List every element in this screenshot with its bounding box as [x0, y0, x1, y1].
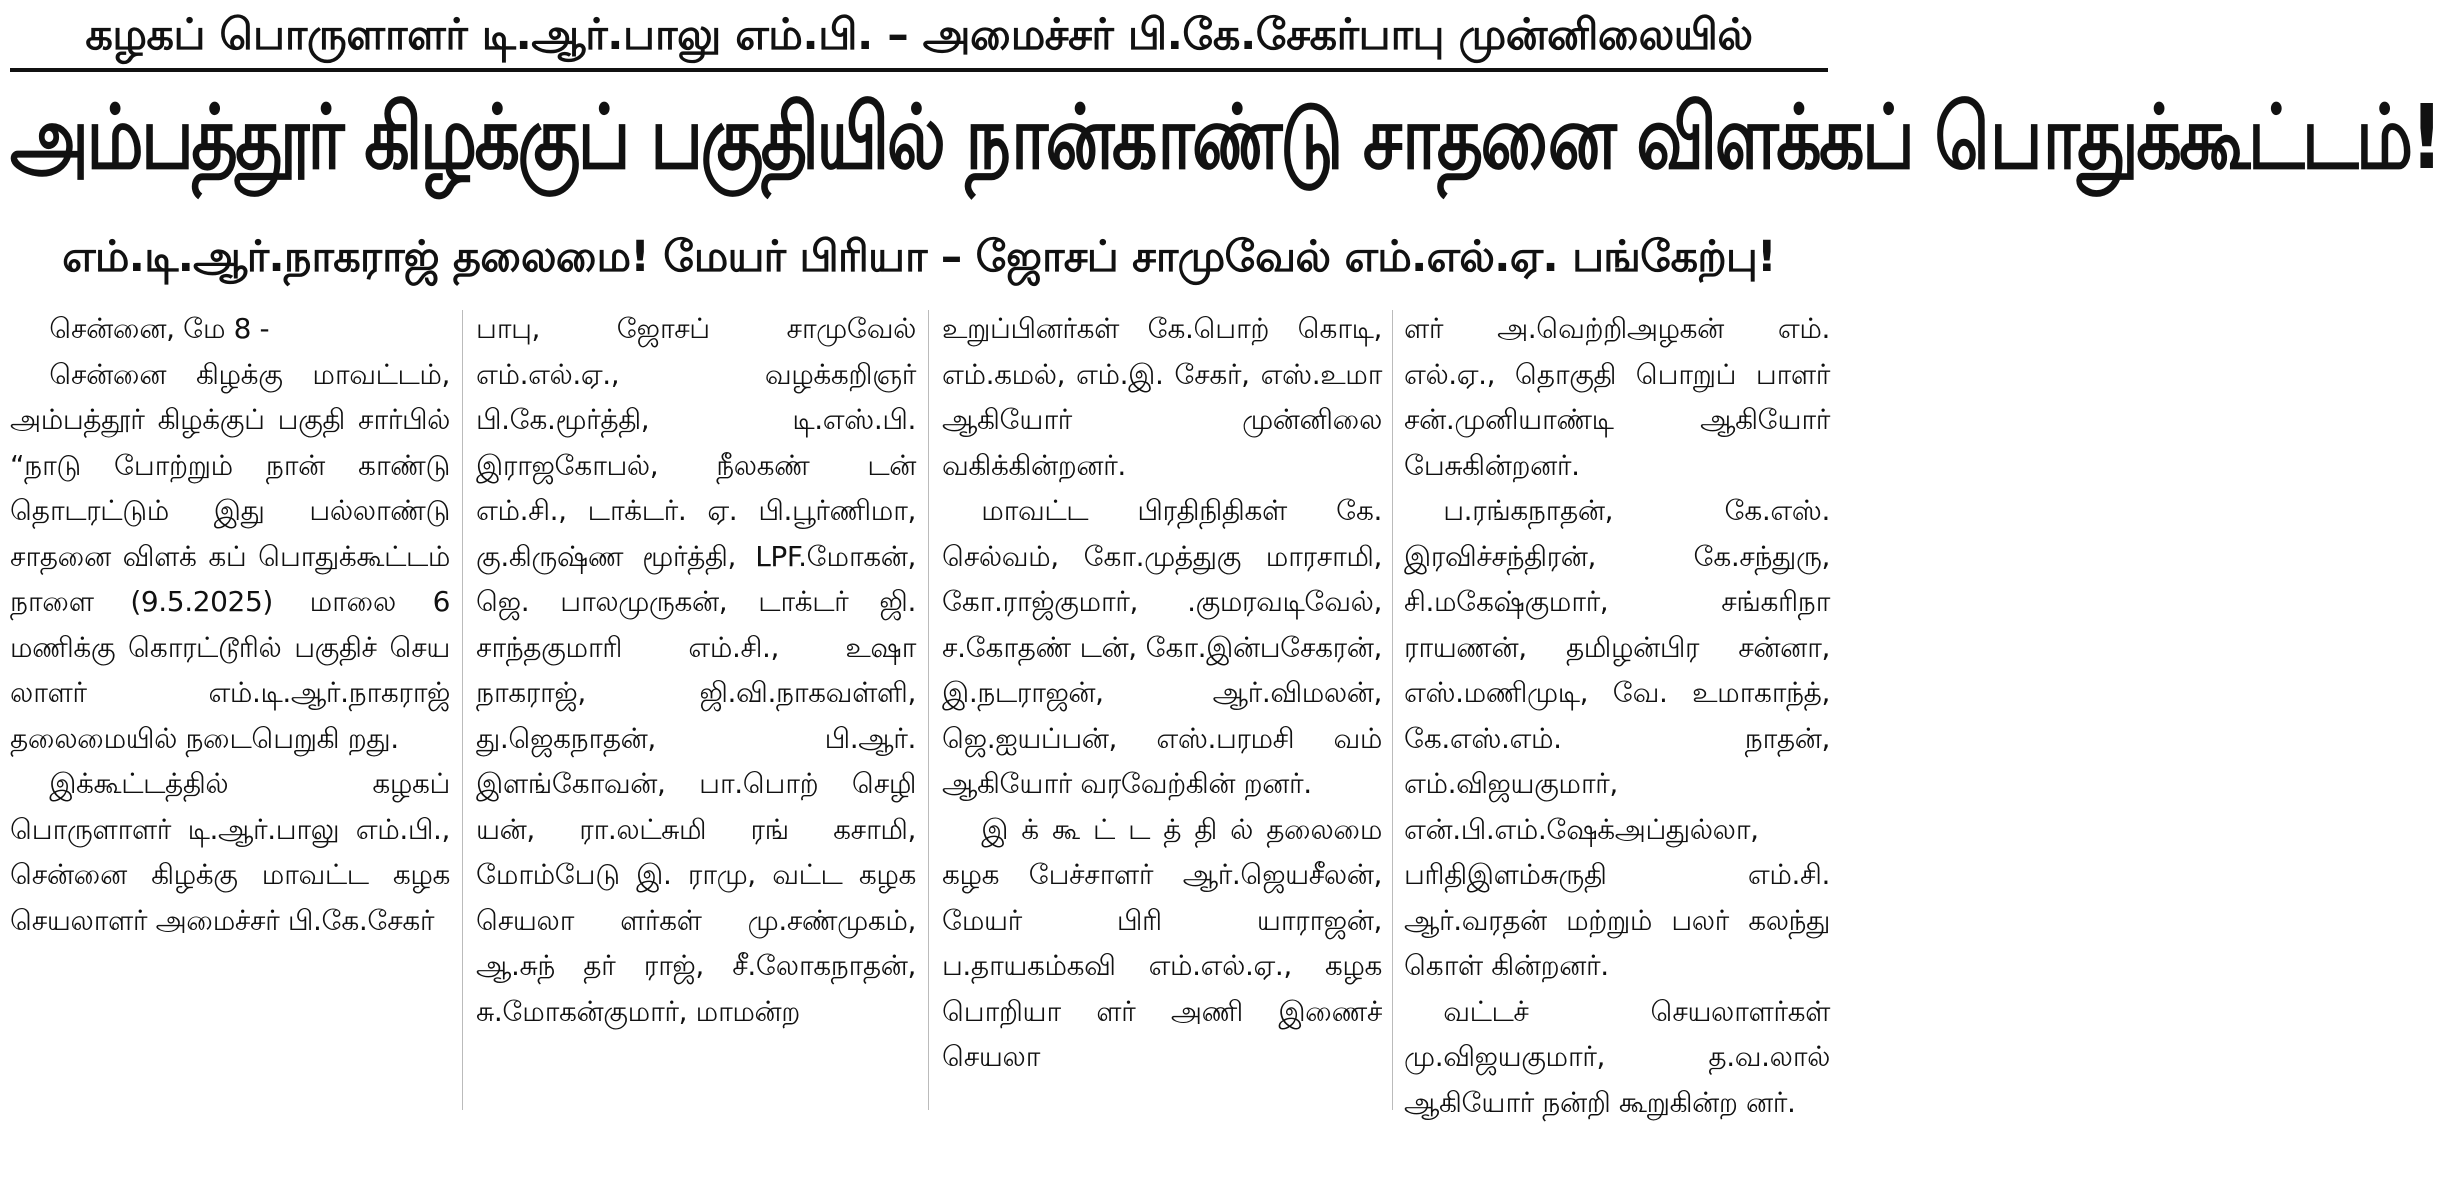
article-column-1	[10, 306, 450, 1116]
subheadline: எம்.டி.ஆர்.நாகராஜ் தலைமை! மேயர் பிரியா – ஜோசப் சாமுவேல் எம்.எல்.ஏ. பங்கேற்பு!	[62, 232, 1776, 282]
article-paragraph: மாவட்ட பிரதிநிதிகள் கே. செல்வம், கோ.முத்துகு மாரசாமி, கோ.ராஜ்குமார், .குமரவடிவேல், ச.கோதண் டன், கோ.இன்பசேகரன், இ.நடராஜன், ஆர்.விமலன், ஜெ.ஐயப்பன், எஸ்.பரமசி வம் ஆகியோர் வரவேற்கின் றனர்.	[942, 494, 1382, 800]
article-column-3	[942, 306, 1382, 1116]
article-body	[10, 306, 1830, 1119]
article-paragraph: சென்னை கிழக்கு மாவட்டம், அம்பத்தூர் கிழக்குப் பகுதி சார்பில் “நாடு போற்றும் நான் காண்டு தொடரட்டும் இது பல்லாண்டு சாதனை விளக் கப் பொதுக்கூட்டம் நாளை (9.5.2025) மாலை 6 மணிக்கு கொரட்டூரில் பகுதிச் செய லாளர் எம்.டி.ஆர்.நாகராஜ் தலைமையில் நடைபெறுகி றது.	[10, 357, 450, 755]
article-paragraph: பாபு, ஜோசப் சாமுவேல் எம்.எல்.ஏ., வழக்கறிஞர் பி.கே.மூர்த்தி, டி.எஸ்.பி. இராஜகோபல், நீலகண் டன் எம்.சி., டாக்டர். ஏ. பி.பூர்ணிமா, கு.கிருஷ்ண மூர்த்தி, LPF.மோகன், ஜெ. பாலமுருகன், டாக்டர் ஜி. சாந்தகுமாரி எம்.சி., உஷா நாகராஜ், ஜி.வி.நாகவள்ளி, து.ஜெகநாதன், பி.ஆர். இளங்கோவன், பா.பொற் செழி யன், ரா.லட்சுமி ரங் கசாமி, மோம்பேடு இ. ராமு, வட்ட கழக செயலா ளர்கள் மு.சண்முகம், ஆ.சுந் தர் ராஜ், சீ.லோகநாதன், சு.மோகன்குமார், மாமன்ற	[476, 312, 916, 1028]
headline: அம்பத்தூர் கிழக்குப் பகுதியில் நான்காண்டு சாதனை விளக்கப் பொதுக்கூட்டம்!	[10, 85, 2440, 190]
dateline: சென்னை, மே 8 -	[49, 312, 270, 345]
article-paragraph: ப.ரங்கநாதன், கே.எஸ். இரவிச்சந்திரன், கே.சந்துரு, சி.மகேஷ்குமார், சங்கரிநா ராயணன், தமிழன்பிர சன்னா, எஸ்.மணிமுடி, வே. உமாகாந்த், கே.எஸ்.எம். நாதன், எம்.விஜயகுமார், என்.பி.எம்.ஷேக்அப்துல்லா, பரிதிஇளம்சுருதி எம்.சி. ஆர்.வரதன் மற்றும் பலர் கலந்து கொள் கின்றனர்.	[1404, 494, 1830, 982]
article-paragraph: உறுப்பினர்கள் கே.பொற் கொடி, எம்.கமல், எம்.இ. சேகர், எஸ்.உமா ஆகியோர் முன்னிலை வகிக்கின்றனர்.	[942, 312, 1382, 482]
column-divider	[928, 310, 929, 1110]
article-paragraph: இக்கூட்டத்தில் கழகப் பொருளாளர் டி.ஆர்.பாலு எம்.பி., சென்னை கிழக்கு மாவட்ட கழக செயலாளர் அமைச்சர் பி.கே.சேகர்	[10, 767, 450, 937]
kicker-line: கழகப் பொருளாளர் டி.ஆர்.பாலு எம்.பி. – அமைச்சர் பி.கே.சேகர்பாபு முன்னிலையில்	[85, 10, 1753, 60]
column-divider	[1392, 310, 1393, 1110]
article-column-4	[1404, 306, 1830, 1119]
article-paragraph: ளர் அ.வெற்றிஅழகன் எம். எல்.ஏ., தொகுதி பொறுப் பாளர் சன்.முனியாண்டி ஆகியோர் பேசுகின்றனர்.	[1404, 312, 1830, 482]
article-paragraph: இ க் கூ ட் ட த் தி ல் தலைமை கழக பேச்சாளர் ஆர்.ஜெயசீலன், மேயர் பிரி யாராஜன், ப.தாயகம்கவி எம்.எல்.ஏ., கழக பொறியா ளர் அணி இணைச் செயலா	[942, 812, 1382, 1073]
column-divider	[462, 310, 463, 1110]
article-column-2	[476, 306, 916, 1116]
article-paragraph: வட்டச் செயலாளர்கள் மு.விஜயகுமார், த.வ.லால் ஆகியோர் நன்றி கூறுகின்ற னர்.	[1404, 994, 1830, 1119]
